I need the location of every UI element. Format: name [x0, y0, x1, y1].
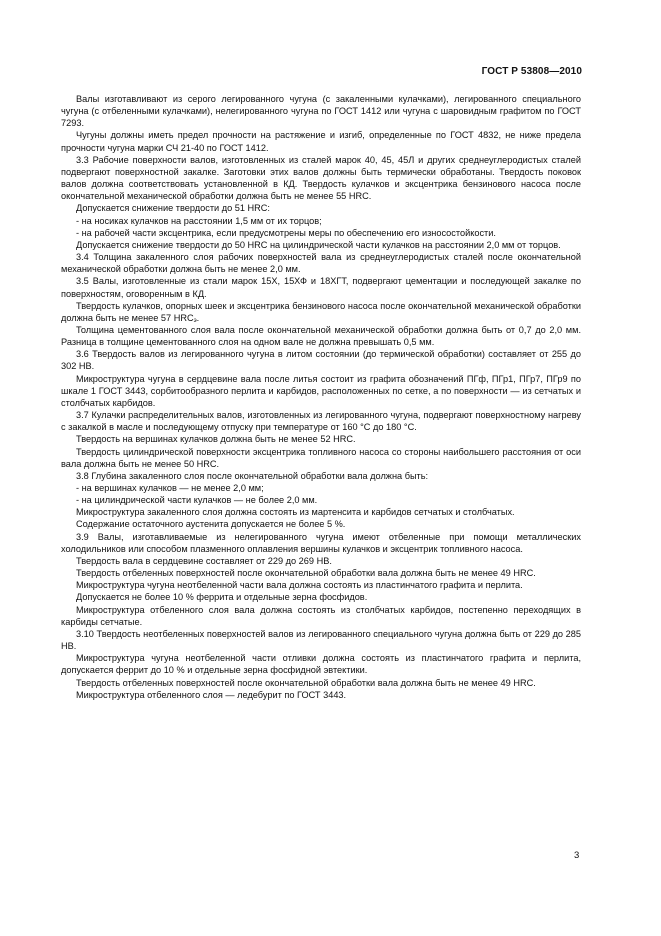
paragraph-3-4: 3.4 Толщина закаленного слоя рабочих поверхностей вала из среднеуглеродистых сталей после окончательной механической обработки должна быть не менее 2,0 мм.: [61, 252, 581, 275]
document-header: ГОСТ Р 53808—2010: [481, 66, 582, 77]
paragraph: Чугуны должны иметь предел прочности на растяжение и изгиб, определенные по ГОСТ 4832, не ниже предела прочности чугуна марки СЧ 21-40 по ГОСТ 1412.: [61, 130, 581, 153]
paragraph: Допускается не более 10 % феррита и отдельные зерна фосфидов.: [76, 592, 368, 603]
paragraph: Твердость отбеленных поверхностей после окончательной обработки вала должна быть не менее 49 HRC.: [76, 677, 536, 688]
paragraph-3-7: 3.7 Кулачки распределительных валов, изготовленных из легированного чугуна, подвергают поверхностному нагреву с закалкой в масле и последующему отпуску при температуре от 160 °С до 180 °С.: [61, 410, 581, 433]
paragraph: Содержание остаточного аустенита допускается не более 5 %.: [76, 519, 346, 530]
paragraph: Твердость на вершинах кулачков должна быть не менее 52 HRC.: [76, 434, 356, 445]
paragraph: Микроструктура отбеленного слоя вала должна состоять из столбчатых карбидов, постепенно переходящих в карбиды сетчатые.: [61, 604, 581, 627]
paragraph: Микроструктура закаленного слоя должна состоять из мартенсита и карбидов сетчатых и столбчатых.: [76, 507, 515, 518]
paragraph-3-5: 3.5 Валы, изготовленные из стали марок 15Х, 15ХФ и 18ХГТ, подвергают цементации и последующей закалке по поверхностям, оговоренным в КД.: [61, 276, 581, 299]
paragraph: Твердость цилиндрической поверхности эксцентрика топливного насоса со стороны наибольшего расстояния от оси вала должна быть не менее 50 HRC.: [61, 446, 581, 469]
document-body: [61, 93, 581, 701]
list-item: - на рабочей части эксцентрика, если предусмотрены меры по обеспечению его износостойкости.: [76, 227, 496, 238]
paragraph: Валы изготавливают из серого легированного чугуна (с закаленными кулачками), легированного специального чугуна (с отбеленными кулачками), нелегированного чугуна по ГОСТ 1412 или чугуна с шаровидным графитом по ГОСТ 7293.: [61, 94, 581, 129]
page-number: 3: [574, 850, 580, 861]
paragraph: Микроструктура отбеленного слоя — ледебурит по ГОСТ 3443.: [76, 689, 347, 700]
paragraph: Допускается снижение твердости до 50 HRC на цилиндрической части кулачков на расстоянии 2,0 мм от торцов.: [76, 239, 561, 250]
subscript: э: [193, 317, 197, 324]
paragraph-text: Твердость кулачков, опорных шеек и эксцентрика бензинового насоса после окончательной механической обработки должна быть не менее 57 HRC: [61, 300, 581, 323]
paragraph: Допускается снижение твердости до 51 HRC:: [76, 203, 270, 214]
paragraph-3-10: 3.10 Твердость неотбеленных поверхностей валов из легированного специального чугуна должна быть от 229 до 285 HB.: [61, 628, 581, 652]
paragraph: Микроструктура чугуна в сердцевине вала после литья состоит из графита обозначений ПГф, ПГр1, ПГр7, ПГр9 по шкале 1 ГОСТ 3443, сорбитообразного перлита и карбидов, расположенных по сетке, а по поверхности — из сетчатых и столбчатых карбидов.: [61, 373, 581, 408]
list-item: - на вершинах кулачков — не менее 2,0 мм;: [76, 483, 264, 493]
paragraph: Микроструктура чугуна неотбеленной части отливки должна состоять из пластинчатого графита и перлита, допускается феррит до 10 % и отдельные зерна фосфидной эвтектики.: [61, 653, 581, 676]
paragraph: Твердость отбеленных поверхностей после окончательной обработки вала должна быть не менее 49 HRC.: [76, 568, 536, 579]
paragraph-hardness: [61, 300, 581, 324]
list-item: - на носиках кулачков на расстоянии 1,5 мм от их торцов;: [76, 215, 322, 226]
paragraph-3-9: 3.9 Валы, изготавливаемые из нелегированного чугуна имеют отбеленные при помощи металлических холодильников или способом плазменного оплавления вершины кулачков и эксцентрик топливного насоса.: [61, 531, 581, 554]
paragraph: Толщина цементованного слоя вала после окончательной механической обработки должна быть от 0,7 до 2,0 мм. Разница в толщине цементованного слоя на одном вале не должна превышать 0,5 мм.: [61, 324, 581, 348]
paragraph: Твердость вала в сердцевине составляет от 229 до 269 HB.: [76, 555, 332, 566]
paragraph-3-6: 3.6 Твердость валов из легированного чугуна в литом состоянии (до термической обработки) составляет от 255 до 302 HB.: [61, 349, 581, 372]
paragraph: Микроструктура чугуна неотбеленной части вала должна состоять из пластинчатого графита и перлита.: [76, 580, 523, 591]
paragraph-3-3: 3.3 Рабочие поверхности валов, изготовленных из сталей марок 40, 45, 45Л и других среднеуглеродистых сталей подвергают поверхностной закалке. Заготовки этих валов должны быть термически обработаны. Твердость поковок валов должна соответствовать установленной в КД. Твердость кулачков и эксцентрика бензинового насоса после окончательной механической обработки должна быть не менее 55 HRC.: [61, 154, 581, 202]
paragraph-3-8: 3.8 Глубина закаленного слоя после окончательной обработки вала должна быть:: [76, 470, 429, 481]
paragraph-suffix: .: [196, 312, 200, 323]
list-item: - на цилиндрической части кулачков — не более 2,0 мм.: [76, 495, 318, 506]
